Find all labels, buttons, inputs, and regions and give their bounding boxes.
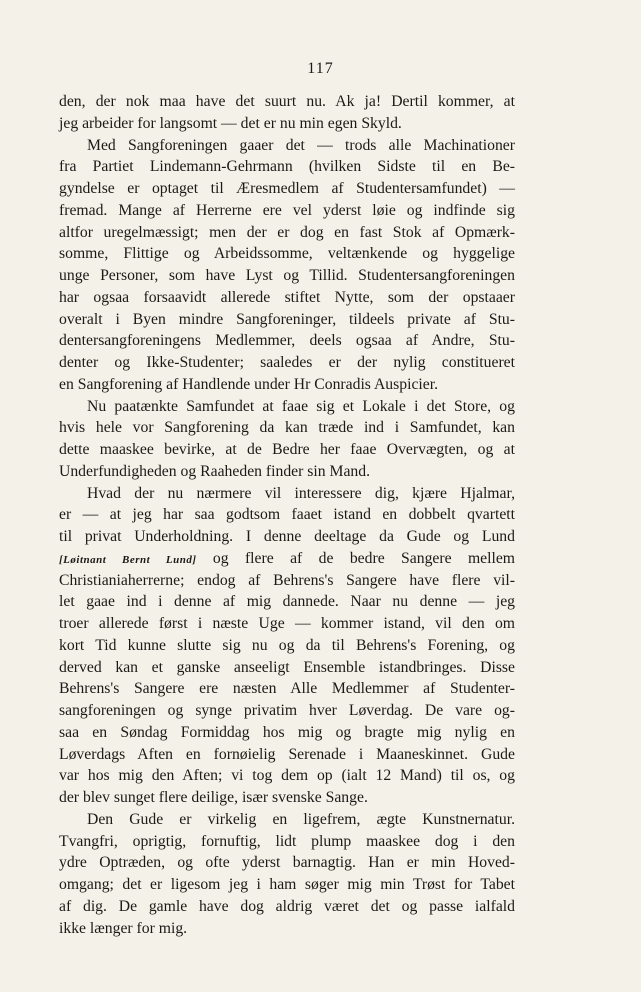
- text-line: troer allerede først i næste Uge — kommer istand, vil den om: [59, 615, 515, 632]
- page-number: 117: [307, 60, 334, 77]
- paragraph-start-line: Nu paatænkte Samfundet at faae sig et Lokale i det Store, og: [87, 397, 515, 415]
- text-line: har ogsaa forsaavidt allerede stiftet Nytte, som der opstaaer: [59, 288, 515, 306]
- text-line: unge Personer, som have Lyst og Tillid. Studentersangforeningen: [59, 267, 515, 284]
- text-line: fremad. Mange af Herrerne ere vel yderst løie og indfinde sig: [59, 201, 515, 219]
- text-line: gyndelse er optaget til Æresmedlem af Studentersamfundet) —: [59, 180, 515, 197]
- text-line: dentersangforeningens Medlemmer, deels ogsaa af Andre, Stu-: [59, 332, 515, 350]
- body-text: [59, 91, 515, 939]
- text-line: Underfundigheden og Raaheden finder sin Mand.: [59, 462, 371, 480]
- text-line: somme, Flittige og Arbeidssomme, veltænkende og hyggelige: [59, 245, 515, 263]
- text-line: Tvangfri, oprigtig, fornuftig, lidt plump maaskee dog i den: [59, 832, 515, 850]
- text-line: jeg arbeider for langsomt — det er nu min egen Skyld.: [59, 114, 402, 132]
- text-line: ikke længer for mig.: [59, 919, 188, 937]
- text-fragment: og flere af de bedre Sangere mellem: [212, 549, 516, 567]
- text-line: af dig. De gamle have dog aldrig været det og passe ialfald: [59, 897, 515, 915]
- text-line: den, der nok maa have det suurt nu. Ak ja! Dertil kommer, at: [59, 93, 515, 110]
- paragraph-start-line: Hvad der nu nærmere vil interessere dig, kjære Hjalmar,: [87, 484, 515, 502]
- text-line: derved kan et ganske anseeligt Ensemble istandbringes. Disse: [59, 658, 515, 676]
- text-line: til privat Underholdning. I denne deeltage da Gude og Lund: [59, 528, 515, 545]
- text-line: let gaae ind i denne af mig dannede. Naar nu denne — jeg: [59, 593, 515, 611]
- text-line: fra Partiet Lindemann-Gehrmann (hvilken Sidste til en Be-: [59, 158, 515, 176]
- text-line: en Sangforening af Handlende under Hr Conradis Auspicier.: [59, 375, 439, 393]
- paragraph-start-line: Med Sangforeningen gaaer det — trods alle Machinationer: [87, 136, 515, 154]
- text-line: dette maaskee bevirke, at de Bedre her faae Overvægten, og at: [59, 441, 515, 458]
- editorial-note: [Løitnant Bernt Lund]: [59, 553, 197, 566]
- text-line: hvis hele vor Sangforening da kan træde ind i Samfundet, kan: [59, 419, 515, 437]
- text-line: var hos mig den Aften; vi tog dem op (ialt 12 Mand) til os, og: [59, 767, 515, 785]
- text-line: omgang; det er ligesom jeg i ham søger mig min Trøst for Tabet: [59, 876, 515, 893]
- text-line: Christianiaherrerne; endog af Behrens's Sangere have flere vil-: [59, 571, 515, 589]
- text-line: sangforeningen og synge privatim hver Løverdag. De vare og-: [59, 702, 515, 719]
- text-line: denter og Ikke-Studenter; saaledes er der nylig constitueret: [59, 354, 515, 371]
- text-line: altfor uregelmæssigt; men der er dog en fast Stok af Opmærk-: [59, 223, 515, 241]
- text-line: der blev sunget flere deilige, især svenske Sange.: [59, 789, 368, 806]
- text-line: Løverdags Aften en fornøielig Serenade i Maaneskinnet. Gude: [59, 745, 515, 763]
- text-line: ydre Optræden, og ofte yderst barnagtig. Han er min Hoved-: [59, 854, 515, 872]
- text-line: kort Tid kunne slutte sig nu og da til Behrens's Forening, og: [59, 636, 515, 654]
- text-line-with-note: [59, 548, 515, 570]
- paragraph-start-line: Den Gude er virkelig en ligefrem, ægte Kunstnernatur.: [87, 810, 515, 828]
- text-line: er — at jeg har saa godtsom faaet istand en dobbelt qvartett: [59, 506, 515, 524]
- text-line: overalt i Byen mindre Sangforeninger, tildeels private af Stu-: [59, 310, 515, 328]
- text-line: Behrens's Sangere ere næsten Alle Medlemmer af Studenter-: [59, 680, 515, 698]
- text-line: saa en Søndag Formiddag hos mig og bragte mig nylig en: [59, 723, 515, 741]
